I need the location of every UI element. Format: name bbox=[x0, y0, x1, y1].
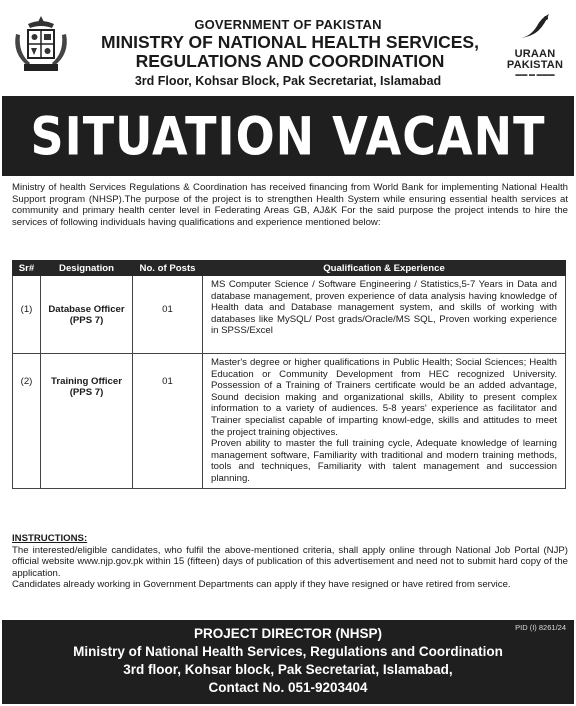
ministry-line-1: MINISTRY OF NATIONAL HEALTH SERVICES, bbox=[101, 32, 479, 52]
row-posts: 01 bbox=[162, 376, 173, 387]
banner-title: SITUATION VACANT bbox=[30, 104, 546, 168]
row-qualification-extra: Proven ability to master the full training cycle, Adequate knowledge of learning management software, Familiarity with traditional and modern training methods, tools and techniques, Familiarity with talent management and succession planning. bbox=[211, 438, 557, 484]
table-row bbox=[13, 276, 566, 354]
row-posts: 01 bbox=[162, 304, 173, 315]
row-qualification: MS Computer Science / Software Engineering / Statistics,5-7 Years in Data and database management, proven experience of data analysis having knowledge of Health data and Database management system, and skills of working with databases like MySQL/ Post grads/Oracle/MS SQL, Proven working experience in SPSS/Excel bbox=[211, 279, 557, 337]
footer-contact: Contact No. 051-9203404 bbox=[208, 680, 368, 695]
pid-number: PID (I) 8261/24 bbox=[515, 623, 566, 632]
row-grade: (PPS 7) bbox=[69, 387, 104, 398]
row-designation: Training Officer bbox=[51, 376, 122, 387]
ministry-address: 3rd Floor, Kohsar Block, Pak Secretariat, Islamabad bbox=[134, 74, 442, 88]
ministry-title bbox=[80, 33, 500, 71]
row-qualification: Master's degree or higher qualifications in Public Health; Social Sciences; Health Education or Community Development from HEC recognized University. Possession of a Training of Trainers certificate would be an added advantage, Sound decision making and organizational skills, Ability to present complex information to a variety of audiences. 5-8 years' experience as facilitator and Trainer specialist capable of imparting knowl-edge, skills and attitudes to meet the project training objectives. bbox=[211, 357, 557, 438]
instructions-section bbox=[12, 533, 568, 591]
header-designation: Designation bbox=[41, 261, 133, 276]
government-title: GOVERNMENT OF PAKISTAN bbox=[194, 17, 382, 32]
header-qualification: Qualification & Experience bbox=[203, 261, 566, 276]
instructions-paragraph-1: The interested/eligible candidates, who fulfil the above-mentioned criteria, shall apply online through National Job Portal (NJP) official website www.njp.gov.pk within 15 (fifteen) days of publication of this advertisement and need not to submit hard copy of the application. bbox=[12, 544, 568, 579]
instructions-heading: INSTRUCTIONS: bbox=[12, 533, 88, 544]
footer-director: PROJECT DIRECTOR (NHSP) bbox=[193, 626, 383, 641]
ministry-line-2: REGULATIONS AND COORDINATION bbox=[135, 51, 445, 71]
uraan-label: URAAN bbox=[514, 48, 556, 60]
vacancy-table bbox=[12, 260, 566, 489]
row-sr: (1) bbox=[20, 304, 33, 315]
footer-ministry: Ministry of National Health Services, Regulations and Coordination bbox=[73, 644, 503, 659]
row-grade: (PPS 7) bbox=[69, 315, 104, 326]
uraan-urdu-tagline: ▬▬ ▬ ▬▬▬ bbox=[515, 72, 555, 78]
footer-address: 3rd floor, Kohsar block, Pak Secretariat, Islamabad, bbox=[123, 662, 453, 677]
row-designation: Database Officer bbox=[48, 304, 125, 315]
ad-header bbox=[0, 0, 576, 96]
title-banner bbox=[2, 96, 574, 176]
pakistan-label: PAKISTAN bbox=[506, 59, 564, 71]
header-posts: No. of Posts bbox=[133, 261, 203, 276]
intro-paragraph: Ministry of health Services Regulations & Coordination has received financing from World Bank for implementing National Health Support program (NHSP).The purpose of the project is to strengthen Health System while ensuring essential health services at community and primary health center level in Federating Areas GB, AJ&K For the said purpose the project intends to hire the services of following individuals having qualifications and experience mentioned below: bbox=[12, 182, 568, 228]
contact-footer bbox=[2, 620, 574, 704]
table-header-row bbox=[13, 261, 566, 276]
instructions-paragraph-2: Candidates already working in Government Departments can apply if they have resigned or have retired from service. bbox=[12, 579, 511, 591]
row-sr: (2) bbox=[20, 376, 33, 387]
table-row bbox=[13, 354, 566, 489]
header-sr: Sr# bbox=[13, 261, 41, 276]
